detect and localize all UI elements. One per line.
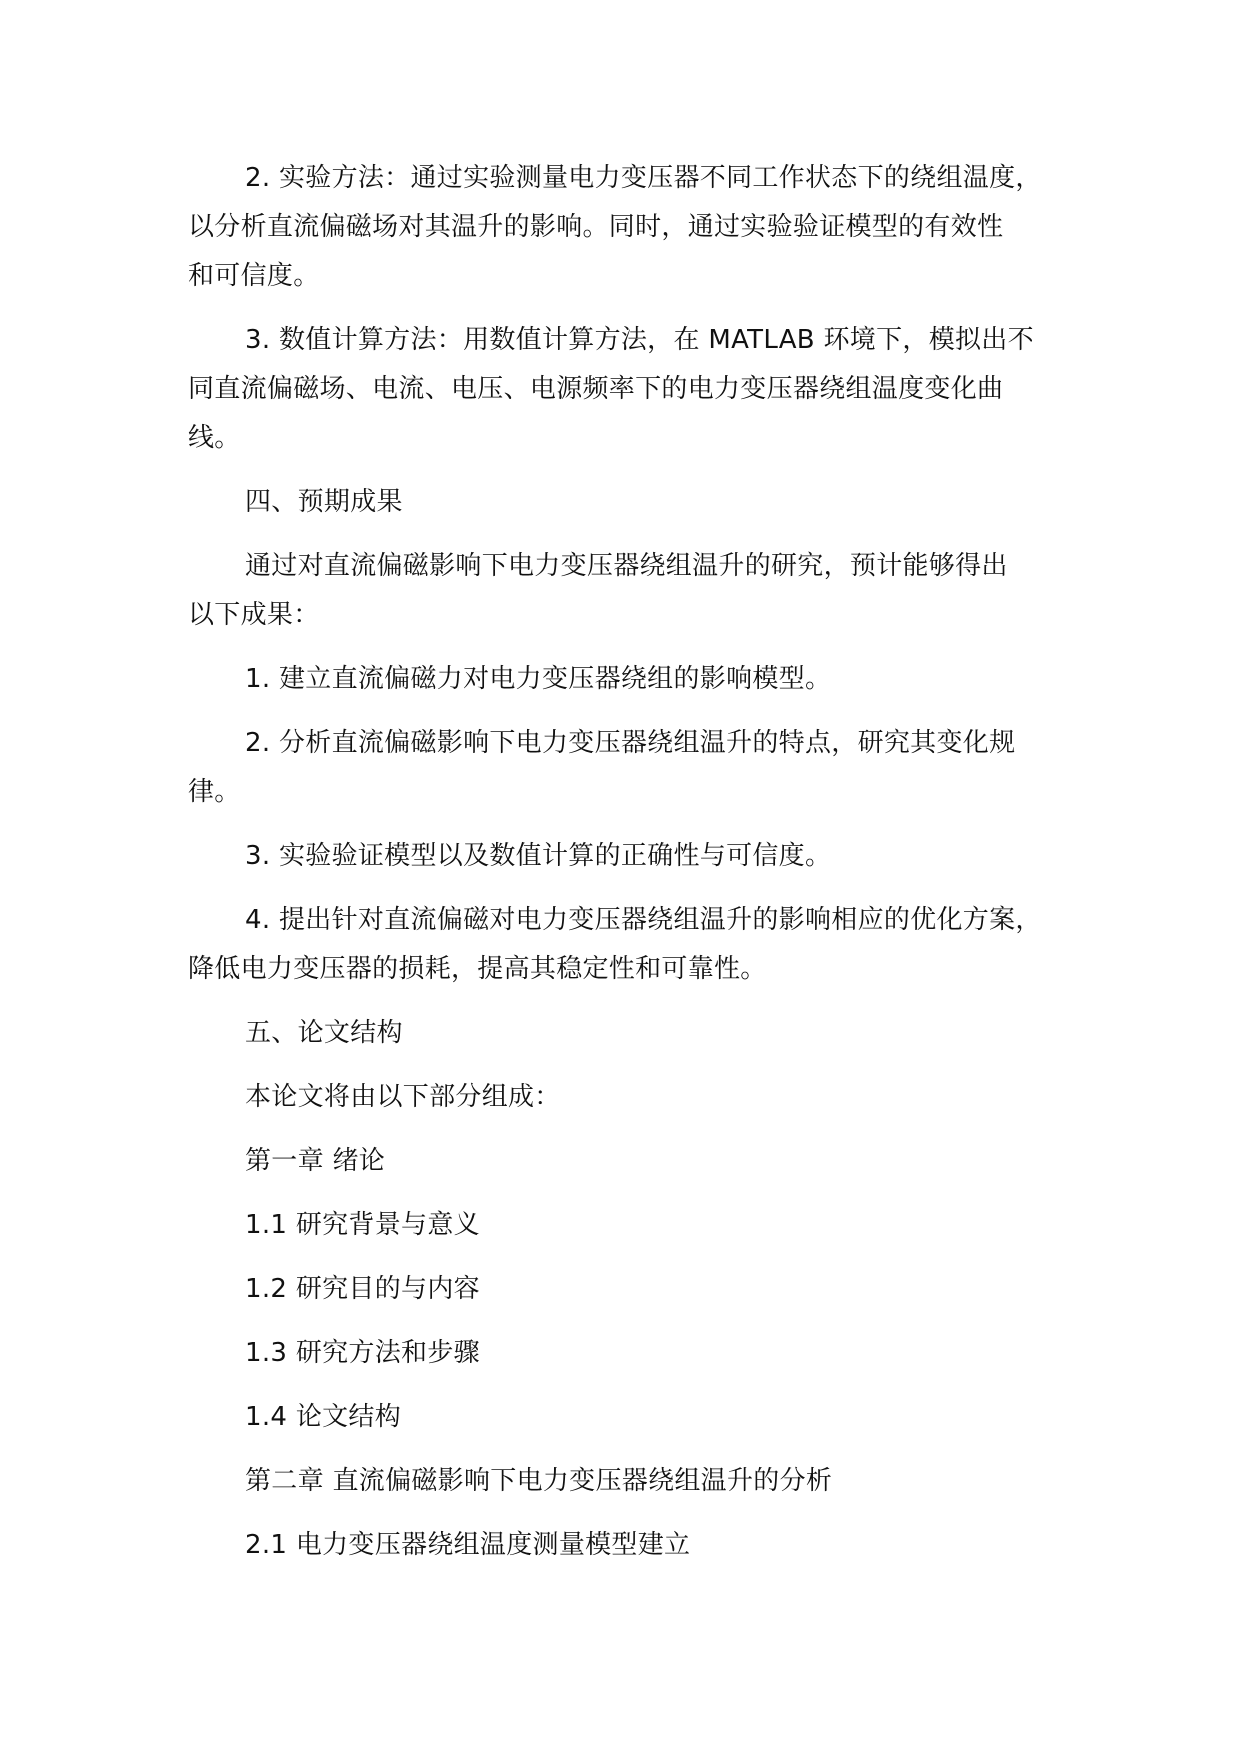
text-line: 降低电力变压器的损耗，提高其稳定性和可靠性。 [188,954,767,984]
text-line: 1. 建立直流偏磁力对电力变压器绕组的影响模型。 [245,664,832,694]
paragraph-experiment-method [188,154,1088,301]
text-line: 和可信度。 [188,261,320,291]
text-line: 通过对直流偏磁影响下电力变压器绕组温升的研究，预计能够得出 [245,551,1008,581]
list-item-result-3 [188,832,1088,881]
text-line: 第一章 绪论 [245,1146,386,1176]
toc-section-1-1 [188,1201,1088,1250]
toc-section-1-3 [188,1329,1088,1378]
text-line: 2.1 电力变压器绕组温度测量模型建立 [245,1530,691,1560]
text-line: 1.4 论文结构 [245,1402,402,1432]
text-line: 3. 实验验证模型以及数值计算的正确性与可信度。 [245,841,832,871]
text-line: 五、论文结构 [245,1018,403,1048]
text-line: 同直流偏磁场、电流、电压、电源频率下的电力变压器绕组温度变化曲 [188,374,1004,404]
text-line: 第二章 直流偏磁影响下电力变压器绕组温升的分析 [245,1466,833,1496]
paragraph-numerical-method [188,316,1088,463]
text-line: 4. 提出针对直流偏磁对电力变压器绕组温升的影响相应的优化方案， [245,905,1042,935]
text-line: 线。 [188,423,241,453]
toc-section-1-2 [188,1265,1088,1314]
text-line: 1.3 研究方法和步骤 [245,1338,480,1368]
toc-section-1-4 [188,1393,1088,1442]
list-item-result-1 [188,655,1088,704]
text-line: 律。 [188,777,241,807]
paragraph-results-intro [188,542,1088,640]
text-line: 以分析直流偏磁场对其温升的影响。同时，通过实验验证模型的有效性 [188,212,1004,242]
list-item-result-4 [188,896,1088,994]
text-line: 本论文将由以下部分组成： [245,1082,561,1112]
paragraph-structure-intro [188,1073,1088,1122]
text-line: 2. 分析直流偏磁影响下电力变压器绕组温升的特点，研究其变化规 [245,728,1016,758]
text-line: 3. 数值计算方法：用数值计算方法，在 MATLAB 环境下，模拟出不 [245,325,1034,355]
text-line: 2. 实验方法：通过实验测量电力变压器不同工作状态下的绕组温度， [245,163,1042,193]
text-line: 四、预期成果 [245,487,403,517]
toc-chapter-1 [188,1137,1088,1186]
section-heading-expected-results [188,478,1088,527]
text-line: 1.2 研究目的与内容 [245,1274,480,1304]
text-line: 以下成果： [188,600,320,630]
page-body [188,154,1088,1585]
section-heading-thesis-structure [188,1009,1088,1058]
toc-section-2-1 [188,1521,1088,1570]
toc-chapter-2 [188,1457,1088,1506]
list-item-result-2 [188,719,1088,817]
text-line: 1.1 研究背景与意义 [245,1210,480,1240]
